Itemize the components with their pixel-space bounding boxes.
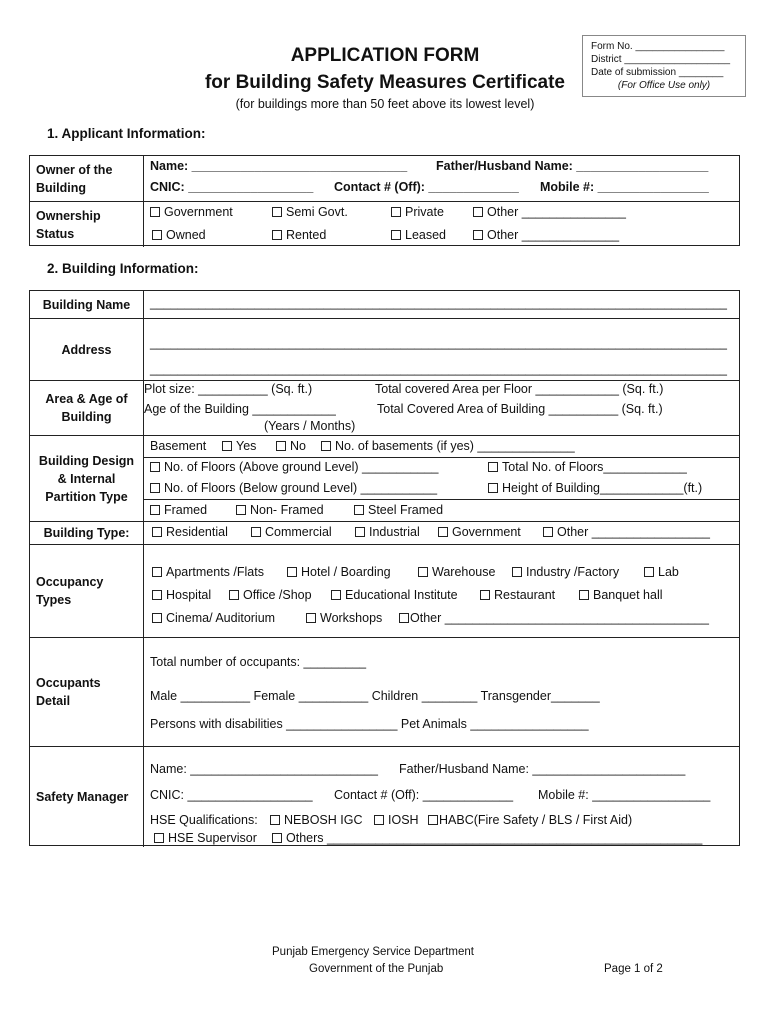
ownership-owned-option[interactable] <box>152 228 206 242</box>
checkbox[interactable] <box>488 483 498 493</box>
option-label: Educational Institute <box>345 588 458 602</box>
floors-above-option[interactable] <box>150 460 439 474</box>
occupancy-lab-option[interactable] <box>644 565 679 579</box>
ownership-rented-option[interactable] <box>272 228 326 242</box>
safety-contact-field[interactable]: Contact # (Off): _____________ <box>334 788 514 802</box>
building-height-option[interactable] <box>488 481 702 495</box>
frame-subrow <box>144 499 739 522</box>
occupants-row <box>30 637 739 746</box>
form-subtitle: for Building Safety Measures Certificate <box>204 72 566 93</box>
checkbox[interactable] <box>272 230 282 240</box>
checkbox[interactable] <box>306 613 316 623</box>
ownership-row <box>30 201 739 247</box>
floors-subrow <box>144 457 739 499</box>
ownership-label: Ownership Status <box>30 202 144 247</box>
option-label: Banquet hall <box>593 588 663 602</box>
safety-mobile-field[interactable]: Mobile #: _________________ <box>538 788 711 802</box>
safety-name-field[interactable]: Name: ___________________________ <box>150 762 378 776</box>
framed-option[interactable] <box>150 503 207 517</box>
num-basements-option[interactable] <box>321 439 575 453</box>
office-use-box <box>582 35 746 97</box>
area-age-row <box>30 380 739 435</box>
owner-label: Owner of the Building <box>30 156 144 201</box>
checkbox[interactable] <box>354 505 364 515</box>
occupancy-apartments-option[interactable] <box>152 565 264 579</box>
form-title: APPLICATION FORM <box>290 45 480 66</box>
footer-government: Government of the Punjab <box>309 963 444 975</box>
owner-contact-field[interactable]: Contact # (Off): _____________ <box>334 180 519 194</box>
option-label: Non- Framed <box>250 503 324 517</box>
basement-yes-option[interactable] <box>222 439 256 453</box>
option-label: Lab <box>658 565 679 579</box>
checkbox[interactable] <box>270 815 280 825</box>
building-table <box>29 290 740 846</box>
option-label: Other _______________ <box>487 205 627 219</box>
option-label: Industrial <box>369 525 420 539</box>
date-of-submission-field[interactable]: Date of submission ________ <box>591 67 724 78</box>
form-note: (for buildings more than 50 feet above its lowest level) <box>235 97 535 111</box>
ownership-other2-option[interactable] <box>473 228 619 242</box>
type-residential-option[interactable] <box>152 525 228 539</box>
checkbox[interactable] <box>579 590 589 600</box>
address-label: Address <box>30 319 144 380</box>
option-label: Others ______________________________________________________ <box>286 831 703 845</box>
checkbox[interactable] <box>152 567 162 577</box>
option-label: Hospital <box>166 588 212 602</box>
checkbox[interactable] <box>418 567 428 577</box>
option-label: Residential <box>166 525 228 539</box>
occupancy-hospital-option[interactable] <box>152 588 211 602</box>
basement-subrow <box>144 436 739 457</box>
checkbox[interactable] <box>276 441 286 451</box>
total-floors-option[interactable] <box>488 460 687 474</box>
plot-size-field[interactable]: Plot size: __________ (Sq. ft.) <box>144 382 313 396</box>
checkbox[interactable] <box>287 567 297 577</box>
form-no-field[interactable]: Form No. ________________ <box>591 41 725 52</box>
area-age-label: Area & Age of Building <box>30 381 144 435</box>
occupancy-hotel-option[interactable] <box>287 565 391 579</box>
checkbox[interactable] <box>543 527 553 537</box>
hse-others-option[interactable] <box>272 831 702 845</box>
steel-framed-option[interactable] <box>354 503 443 517</box>
option-label: No. of Floors (Above ground Level) ___________ <box>164 460 439 474</box>
basement-no-option[interactable] <box>276 439 306 453</box>
checkbox[interactable] <box>321 441 331 451</box>
occupancy-restaurant-option[interactable] <box>480 588 555 602</box>
option-label: Commercial <box>265 525 332 539</box>
address-row <box>30 318 739 380</box>
option-label: No <box>290 439 306 453</box>
safety-cnic-field[interactable]: CNIC: __________________ <box>150 788 313 802</box>
option-label: Industry /Factory <box>526 565 620 579</box>
checkbox[interactable] <box>152 527 162 537</box>
option-label: Hotel / Boarding <box>301 565 391 579</box>
checkbox[interactable] <box>229 590 239 600</box>
option-label: Restaurant <box>494 588 556 602</box>
option-label: Other ______________ <box>487 228 620 242</box>
ownership-private-option[interactable] <box>391 205 444 219</box>
option-label: Yes <box>236 439 257 453</box>
option-label: HABC(Fire Safety / BLS / First Aid) <box>439 813 633 827</box>
basement-label: Basement <box>150 439 207 453</box>
option-label: NEBOSH IGC <box>284 813 363 827</box>
checkbox[interactable] <box>154 833 164 843</box>
owner-cnic-field[interactable]: CNIC: __________________ <box>150 180 314 194</box>
option-label: Cinema/ Auditorium <box>166 611 276 625</box>
district-field[interactable]: District ___________________ <box>591 54 730 65</box>
checkbox[interactable] <box>150 483 160 493</box>
option-label: Other _________________ <box>557 525 710 539</box>
occupancy-warehouse-option[interactable] <box>418 565 495 579</box>
building-name-row <box>30 291 739 318</box>
building-type-label: Building Type: <box>30 522 144 544</box>
page-number: Page 1 of 2 <box>604 963 663 975</box>
occupancy-educational-option[interactable] <box>331 588 458 602</box>
checkbox[interactable] <box>644 567 654 577</box>
checkbox[interactable] <box>428 815 438 825</box>
hse-habc-option[interactable] <box>428 813 632 827</box>
type-industrial-option[interactable] <box>355 525 420 539</box>
checkbox[interactable] <box>473 207 483 217</box>
option-label: Workshops <box>320 611 383 625</box>
occupants-disabilities-field[interactable]: Persons with disabilities ________________ Pet Animals _________________ <box>150 717 589 731</box>
option-label: Apartments /Flats <box>166 565 264 579</box>
ownership-leased-option[interactable] <box>391 228 446 242</box>
owner-father-field[interactable]: Father/Husband Name: ___________________ <box>436 159 709 173</box>
checkbox[interactable] <box>152 590 162 600</box>
owner-mobile-field[interactable]: Mobile #: ________________ <box>540 180 709 194</box>
checkbox[interactable] <box>251 527 261 537</box>
occupancy-row <box>30 544 739 637</box>
hse-iosh-option[interactable] <box>374 813 419 827</box>
footer-department: Punjab Emergency Service Department <box>272 946 474 958</box>
ownership-government-option[interactable] <box>150 205 233 219</box>
owner-row <box>30 156 739 201</box>
option-label: Rented <box>286 228 327 242</box>
checkbox[interactable] <box>150 207 160 217</box>
building-type-row <box>30 521 739 544</box>
occupancy-cinema-option[interactable] <box>152 611 275 625</box>
checkbox[interactable] <box>236 505 246 515</box>
type-government-option[interactable] <box>438 525 521 539</box>
checkbox[interactable] <box>150 505 160 515</box>
checkbox[interactable] <box>512 567 522 577</box>
option-label: Office /Shop <box>243 588 312 602</box>
occupancy-banquet-option[interactable] <box>579 588 663 602</box>
owner-name-field[interactable]: Name: _______________________________ <box>150 159 408 173</box>
checkbox[interactable] <box>391 230 401 240</box>
option-label: Owned <box>166 228 206 242</box>
hse-nebosh-option[interactable] <box>270 813 363 827</box>
years-months-note: (Years / Months) <box>264 419 356 433</box>
checkbox[interactable] <box>488 462 498 472</box>
occupants-total-field[interactable]: Total number of occupants: _________ <box>150 655 367 669</box>
checkbox[interactable] <box>152 230 162 240</box>
checkbox[interactable] <box>272 833 282 843</box>
ownership-other-option[interactable] <box>473 205 626 219</box>
building-name-field[interactable]: ___________________________________________________________________________________ <box>150 296 728 310</box>
option-label: Semi Govt. <box>286 205 348 219</box>
occupancy-workshops-option[interactable] <box>306 611 382 625</box>
checkbox[interactable] <box>438 527 448 537</box>
total-covered-area-field[interactable]: Total Covered Area of Building __________ (Sq. ft.) <box>377 402 663 416</box>
office-use-note: (For Office Use only) <box>617 80 711 91</box>
applicant-table <box>29 155 740 246</box>
option-label: No. of basements (if yes) ______________ <box>335 439 575 453</box>
option-label: No. of Floors (Below ground Level) ___________ <box>164 481 438 495</box>
checkbox[interactable] <box>391 207 401 217</box>
type-commercial-option[interactable] <box>251 525 332 539</box>
checkbox[interactable] <box>480 590 490 600</box>
non-framed-option[interactable] <box>236 503 324 517</box>
hse-supervisor-option[interactable] <box>154 831 257 845</box>
occupancy-industry-option[interactable] <box>512 565 619 579</box>
address-line-2[interactable]: ___________________________________________________________________________________ <box>150 362 728 376</box>
checkbox[interactable] <box>399 613 409 623</box>
checkbox[interactable] <box>473 230 483 240</box>
occupancy-label: Occupancy Types <box>30 545 144 637</box>
checkbox[interactable] <box>150 462 160 472</box>
option-label: IOSH <box>388 813 419 827</box>
checkbox[interactable] <box>331 590 341 600</box>
checkbox[interactable] <box>222 441 232 451</box>
hse-qualifications-label: HSE Qualifications: <box>150 813 258 827</box>
building-age-field[interactable]: Age of the Building ____________ <box>144 402 336 416</box>
checkbox[interactable] <box>152 613 162 623</box>
section-building-heading: 2. Building Information: <box>47 261 199 276</box>
safety-father-field[interactable]: Father/Husband Name: ______________________ <box>399 762 686 776</box>
option-label: Leased <box>405 228 447 242</box>
option-label: Steel Framed <box>368 503 444 517</box>
option-label: Total No. of Floors____________ <box>502 460 687 474</box>
checkbox[interactable] <box>374 815 384 825</box>
option-label: Framed <box>164 503 208 517</box>
address-line-1[interactable]: ___________________________________________________________________________________ <box>150 336 728 350</box>
option-label: Height of Building____________(ft.) <box>502 481 703 495</box>
building-design-label: Building Design & Internal Partition Type <box>30 436 144 521</box>
type-other-option[interactable] <box>543 525 710 539</box>
checkbox[interactable] <box>355 527 365 537</box>
occupancy-office-option[interactable] <box>229 588 312 602</box>
building-design-row <box>30 435 739 521</box>
option-label: Private <box>405 205 444 219</box>
occupancy-other-option[interactable] <box>399 611 709 625</box>
option-label: Other ______________________________________ <box>410 611 709 625</box>
section-applicant-heading: 1. Applicant Information: <box>47 126 206 141</box>
checkbox[interactable] <box>272 207 282 217</box>
option-label: HSE Supervisor <box>168 831 257 845</box>
occupants-label: Occupants Detail <box>30 638 144 746</box>
building-name-label: Building Name <box>30 291 144 318</box>
option-label: Government <box>164 205 233 219</box>
option-label: Warehouse <box>432 565 496 579</box>
option-label: Government <box>452 525 521 539</box>
safety-manager-label: Safety Manager <box>30 747 144 847</box>
covered-area-per-floor-field[interactable]: Total covered Area per Floor ____________ (Sq. ft.) <box>375 382 664 396</box>
occupants-breakdown-field[interactable]: Male __________ Female __________ Children ________ Transgender_______ <box>150 689 600 703</box>
floors-below-option[interactable] <box>150 481 437 495</box>
safety-manager-row <box>30 746 739 847</box>
ownership-semi-govt-option[interactable] <box>272 205 348 219</box>
